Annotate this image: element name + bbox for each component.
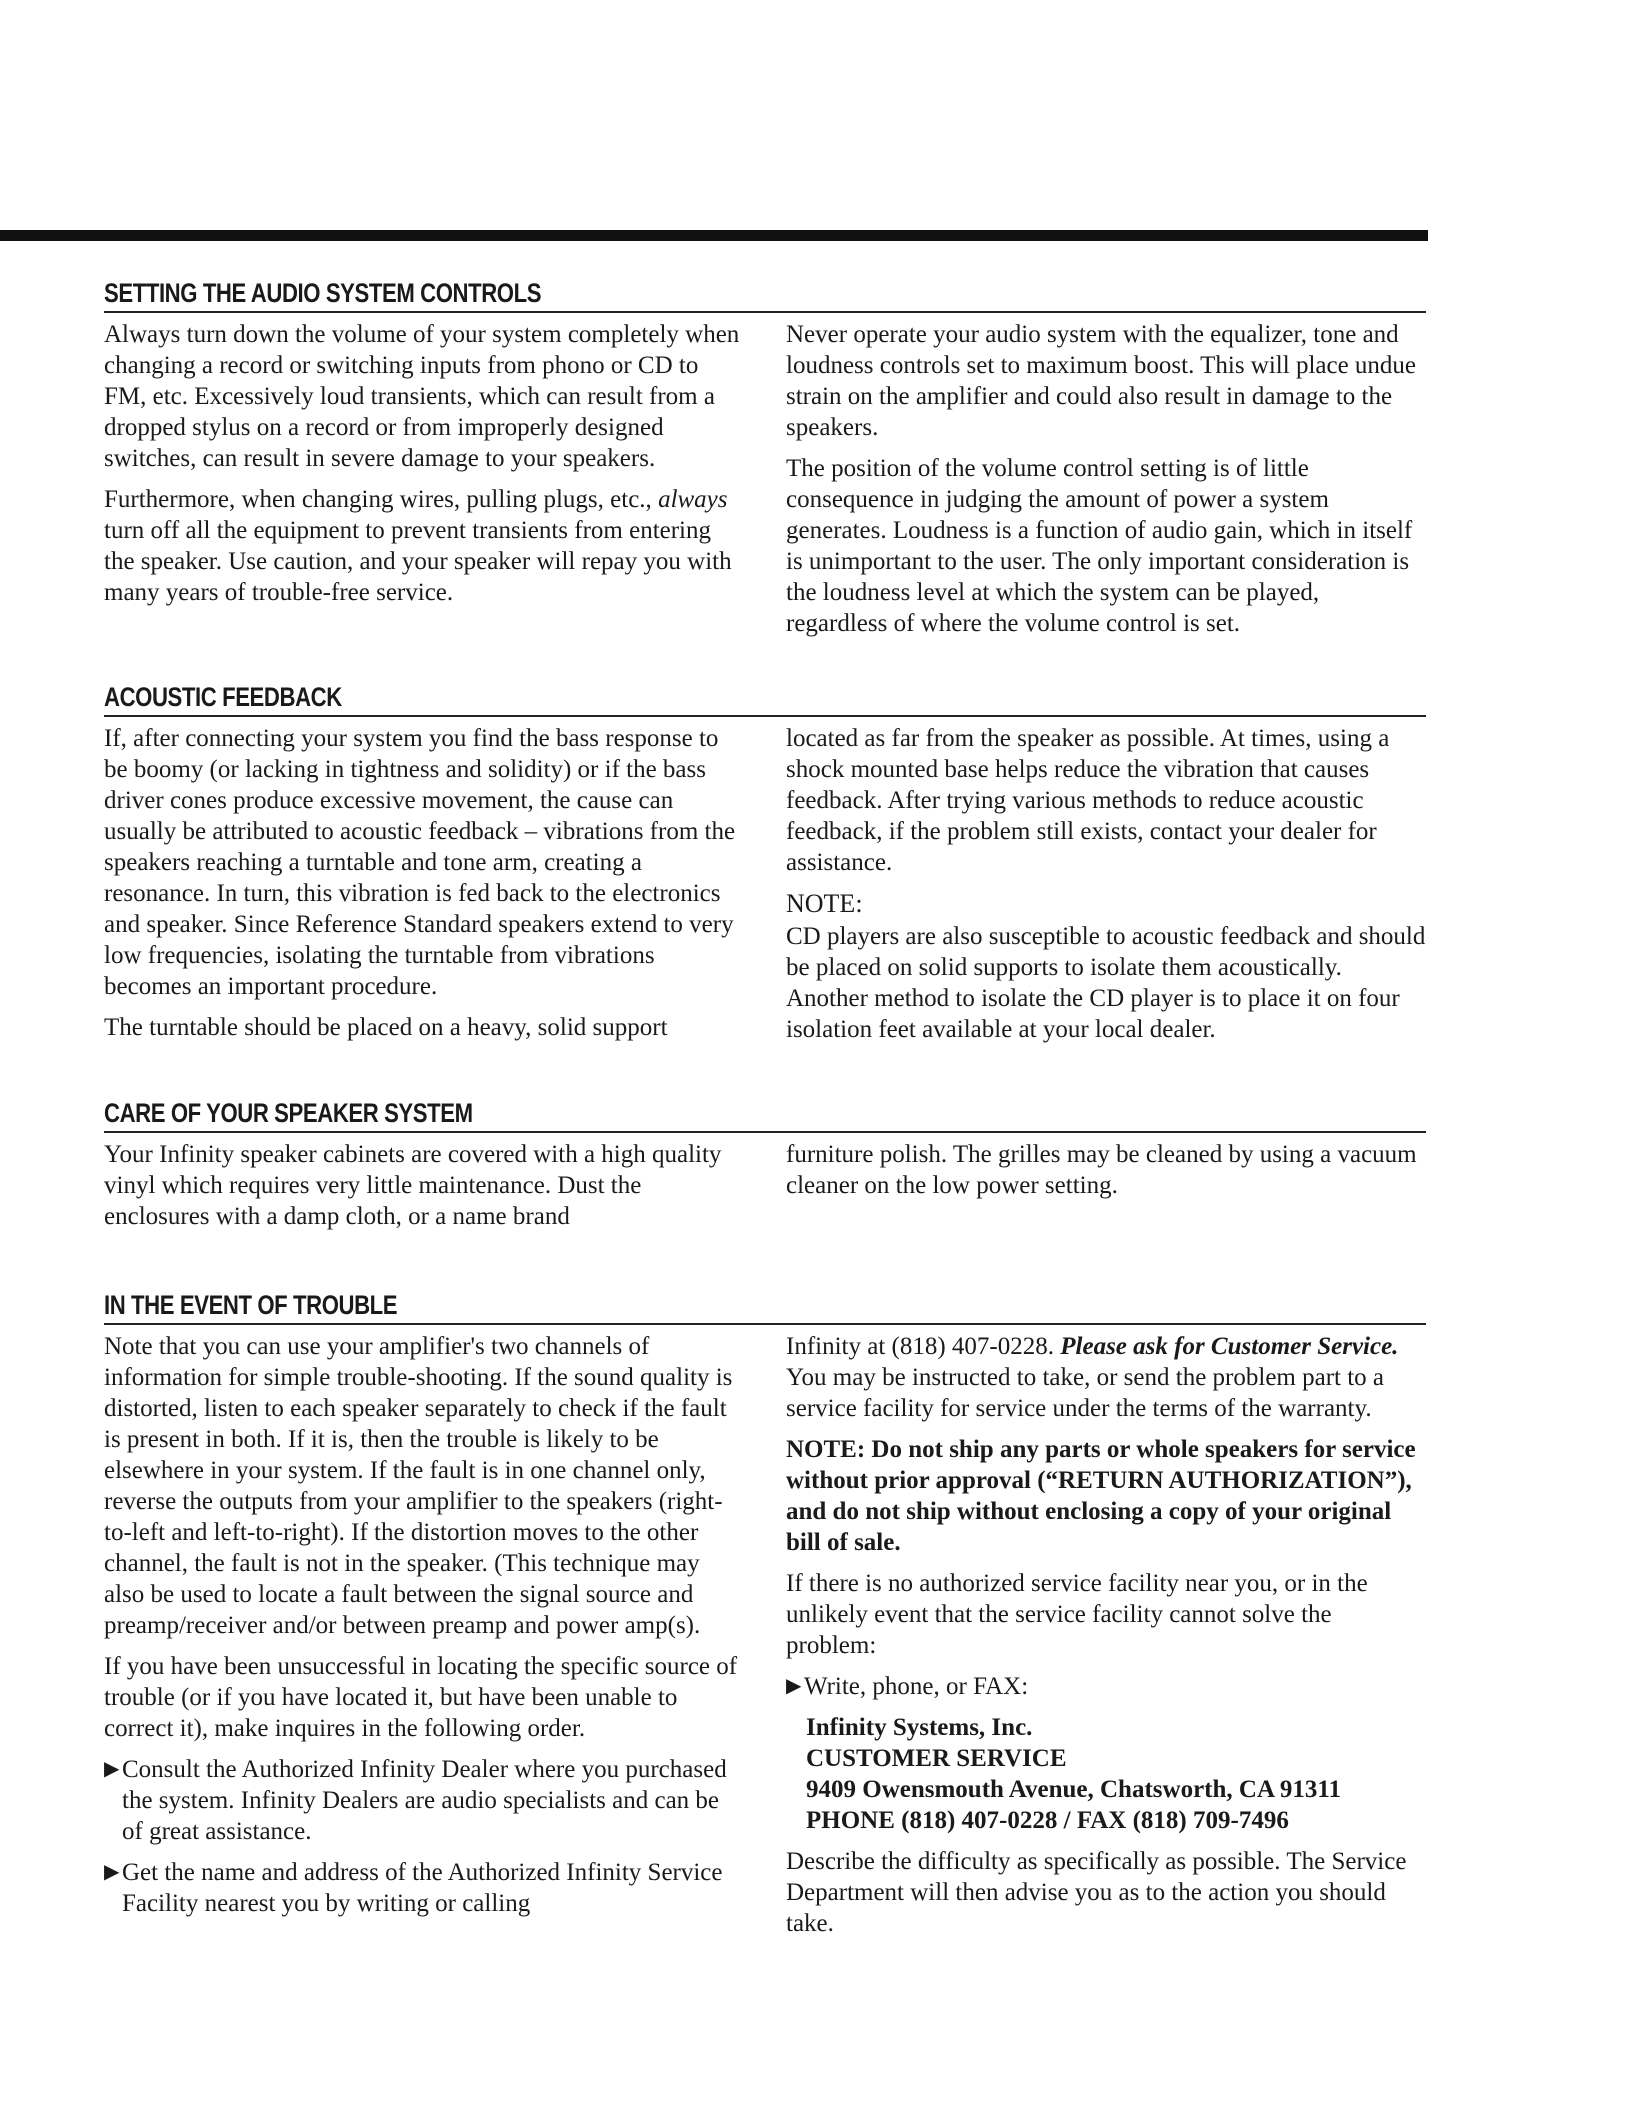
address-line: 9409 Owensmouth Avenue, Chatsworth, CA 91311 bbox=[806, 1776, 1341, 1803]
paragraph: CD players are also susceptible to acoustic feedback and should be placed on solid supports to isolate them acoustically. Another method to isolate the CD player is to place it on four isolation feet available at your local dealer. bbox=[786, 923, 1426, 1043]
paragraph: Furthermore, when changing wires, pulling plugs, etc., always turn off all the equipment to prevent transients from entering the speaker. Use caution, and your speaker will repay you with many years of trouble-free service. bbox=[104, 486, 732, 606]
paragraph: If there is no authorized service facility near you, or in the unlikely event that the service facility cannot solve the problem: bbox=[786, 1570, 1368, 1659]
section-acoustic-feedback bbox=[104, 682, 1426, 1055]
paragraph: Never operate your audio system with the equalizer, tone and loudness controls set to maximum boost. This will place undue strain on the amplifier and could also result in damage to the speakers. bbox=[786, 321, 1417, 441]
section-rule bbox=[104, 715, 1426, 717]
paragraph: If, after connecting your system you find the bass response to be boomy (or lacking in tightness and solidity) or if the bass driver cones produce excessive movement, the cause can usually be attributed to acoustic feedback – vibrations from the speakers reaching a turntable and tone arm, creating a resonance. In turn, this vibration is fed back to the electronics and speaker. Since Reference Standard speakers extend to very low frequencies, isolating the turntable from vibrations becomes an important procedure. bbox=[104, 725, 736, 1000]
service-address bbox=[806, 1712, 1426, 1836]
list-item: ▶ Write, phone, or FAX: bbox=[786, 1673, 1029, 1700]
shipping-note: NOTE: Do not ship any parts or whole speakers for service without prior approval (“RETURN AUTHORIZATION”), and do not ship without enclosing a copy of your original bill of sale. bbox=[786, 1436, 1416, 1556]
paragraph: Describe the difficulty as specifically as possible. The Service Department will then advise you as to the action you should take. bbox=[786, 1848, 1407, 1937]
right-column bbox=[786, 723, 1426, 1055]
address-line: PHONE (818) 407-0228 / FAX (818) 709-7496 bbox=[806, 1807, 1289, 1834]
right-column bbox=[786, 1331, 1426, 1949]
section-audio-controls bbox=[104, 278, 1426, 649]
header-rule-bar bbox=[0, 230, 1428, 241]
paragraph: Note that you can use your amplifier's two channels of information for simple trouble-shooting. If the sound quality is distorted, listen to each speaker separately to check if the fault is present in both. If it is, then the trouble is likely to be elsewhere in your system. If the fault is in one channel only, reverse the outputs from your amplifier to the speakers (right-to-left and left-to-right). If the distortion moves to the other channel, the fault is not in the speaker. (This technique may also be used to locate a fault between the signal source and preamp/receiver and/or between preamp and power amp(s). bbox=[104, 1333, 733, 1639]
section-title: CARE OF YOUR SPEAKER SYSTEM bbox=[104, 1098, 473, 1128]
paragraph: located as far from the speaker as possible. At times, using a shock mounted base helps reduce the vibration that causes feedback. After trying various methods to reduce acoustic feedback, if the problem still exists, contact your dealer for assistance. bbox=[786, 725, 1390, 876]
list-item: ▶ Consult the Authorized Infinity Dealer where you purchased the system. Infinity Dealers are audio specialists and can be of great assistance. bbox=[104, 1756, 727, 1845]
paragraph: The position of the volume control setting is of little consequence in judging the amount of power a system generates. Loudness is a function of audio gain, which in itself is unimportant to the user. The only important consideration is the loudness level at which the system can be played, regardless of where the volume control is set. bbox=[786, 455, 1413, 637]
left-column bbox=[104, 319, 744, 649]
note-label: NOTE: bbox=[786, 889, 863, 918]
section-title: SETTING THE AUDIO SYSTEM CONTROLS bbox=[104, 278, 542, 308]
paragraph: furniture polish. The grilles may be cleaned by using a vacuum cleaner on the low power setting. bbox=[786, 1141, 1417, 1199]
paragraph: Your Infinity speaker cabinets are covered with a high quality vinyl which requires very little maintenance. Dust the enclosures with a damp cloth, or a name brand bbox=[104, 1141, 722, 1230]
left-column bbox=[104, 1139, 744, 1242]
bullet-arrow-icon: ▶ bbox=[786, 1675, 802, 1697]
section-rule bbox=[104, 1131, 1426, 1133]
paragraph: The turntable should be placed on a heavy, solid support bbox=[104, 1014, 668, 1041]
section-title: IN THE EVENT OF TROUBLE bbox=[104, 1290, 398, 1320]
paragraph: If you have been unsuccessful in locating the specific source of trouble (or if you have located it, but have been unable to correct it), make inquires in the following order. bbox=[104, 1653, 738, 1742]
bullet-arrow-icon: ▶ bbox=[104, 1861, 120, 1883]
section-title: ACOUSTIC FEEDBACK bbox=[104, 682, 342, 712]
address-line: CUSTOMER SERVICE bbox=[806, 1745, 1067, 1772]
bullet-arrow-icon: ▶ bbox=[104, 1758, 120, 1780]
left-column bbox=[104, 723, 744, 1055]
left-column bbox=[104, 1331, 744, 1949]
section-speaker-care bbox=[104, 1098, 1426, 1242]
paragraph: Always turn down the volume of your system completely when changing a record or switching inputs from phono or CD to FM, etc. Excessively loud transients, which can result from a dropped stylus on a record or from improperly designed switches, can result in severe damage to your speakers. bbox=[104, 321, 740, 472]
right-column bbox=[786, 1139, 1426, 1242]
address-line: Infinity Systems, Inc. bbox=[806, 1714, 1033, 1741]
paragraph: Infinity at (818) 407-0228. Please ask for Customer Service. You may be instructed to take, or send the problem part to a service facility for service under the terms of the warranty. bbox=[786, 1333, 1399, 1422]
section-rule bbox=[104, 1323, 1426, 1325]
section-rule bbox=[104, 311, 1426, 313]
right-column bbox=[786, 319, 1426, 649]
section-event-of-trouble bbox=[104, 1290, 1426, 1949]
list-item: ▶ Get the name and address of the Authorized Infinity Service Facility nearest you by writing or calling bbox=[104, 1859, 723, 1917]
